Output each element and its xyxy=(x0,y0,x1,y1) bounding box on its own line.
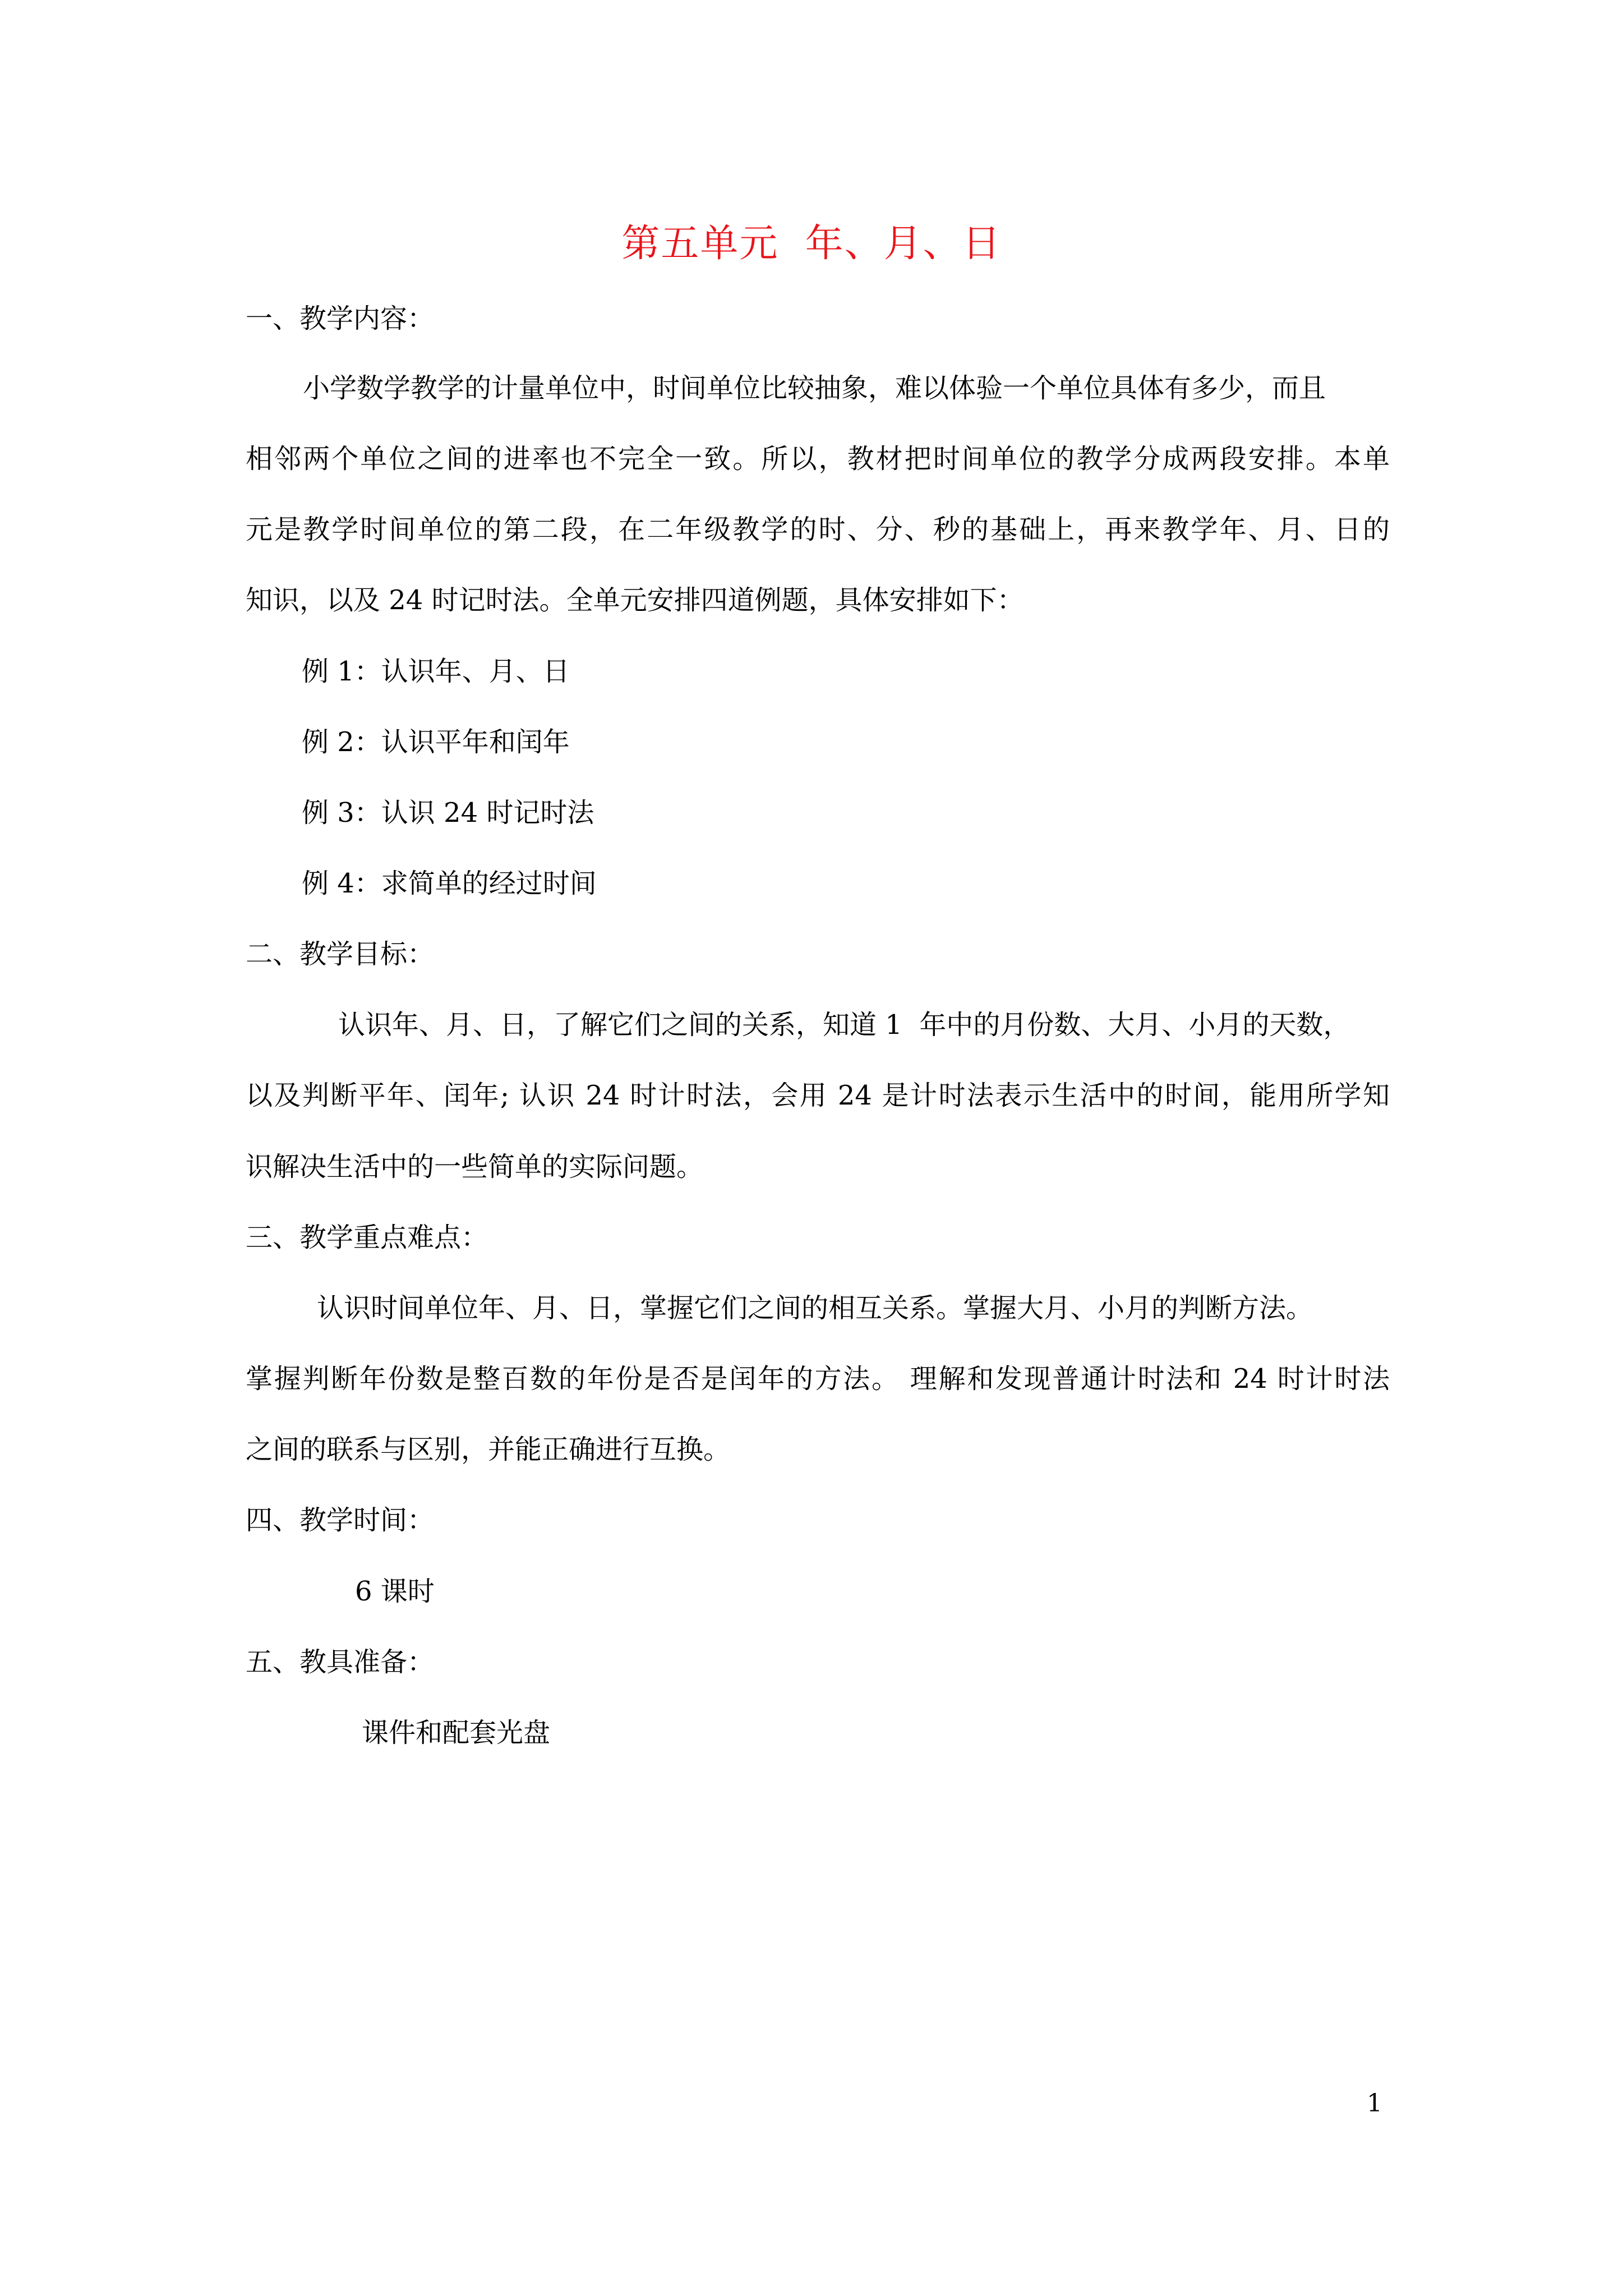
section-heading-tools: 五、教具准备： xyxy=(246,1646,435,1678)
content-paragraph-line: 知识，以及 24 时记时法。全单元安排四道例题，具体安排如下： xyxy=(246,585,1024,616)
section-heading-content: 一、教学内容： xyxy=(246,303,435,334)
content-paragraph-line: 相邻两个单位之间的进率也不完全一致。所以，教材把时间单位的教学分成两段安排。本单 xyxy=(246,443,1390,475)
goals-paragraph-line: 以及判断平年、闰年; 认识 24 时计时法，会用 24 是计时法表示生活中的时间，能用所学知 xyxy=(246,1080,1390,1111)
section-heading-time: 四、教学时间： xyxy=(246,1504,435,1536)
example-item: 例 4：求简单的经过时间 xyxy=(302,868,597,899)
key-points-paragraph-line: 认识时间单位年、月、日，掌握它们之间的相互关系。掌握大月、小月的判断方法。 xyxy=(317,1292,1313,1324)
section-heading-goals: 二、教学目标： xyxy=(246,938,435,970)
content-paragraph-line: 小学数学教学的计量单位中，时间单位比较抽象，难以体验一个单位具体有多少，而且 xyxy=(303,372,1326,404)
teaching-time-value: 6 课时 xyxy=(355,1576,435,1607)
page-number: 1 xyxy=(1367,2089,1382,2118)
teaching-tools-value: 课件和配套光盘 xyxy=(362,1717,551,1749)
example-item: 例 2：认识平年和闰年 xyxy=(302,726,570,758)
goals-paragraph-line: 识解决生活中的一些简单的实际问题。 xyxy=(246,1151,704,1182)
section-heading-key-points: 三、教学重点难点： xyxy=(246,1222,488,1253)
content-paragraph-line: 元是教学时间单位的第二段，在二年级教学的时、分、秒的基础上，再来教学年、月、日的 xyxy=(246,514,1390,545)
key-points-paragraph-line: 掌握判断年份数是整百数的年份是否是闰年的方法。 理解和发现普通计时法和 24 时计时法 xyxy=(246,1363,1390,1395)
example-item: 例 3：认识 24 时记时法 xyxy=(302,797,594,829)
document-title: 第五单元 年、月、日 xyxy=(621,222,1002,266)
example-item: 例 1：认识年、月、日 xyxy=(302,656,570,687)
goals-paragraph-line: 认识年、月、日，了解它们之间的关系，知道 1 年中的月份数、大月、小月的天数， xyxy=(338,1009,1350,1041)
key-points-paragraph-line: 之间的联系与区别，并能正确进行互换。 xyxy=(246,1434,731,1465)
